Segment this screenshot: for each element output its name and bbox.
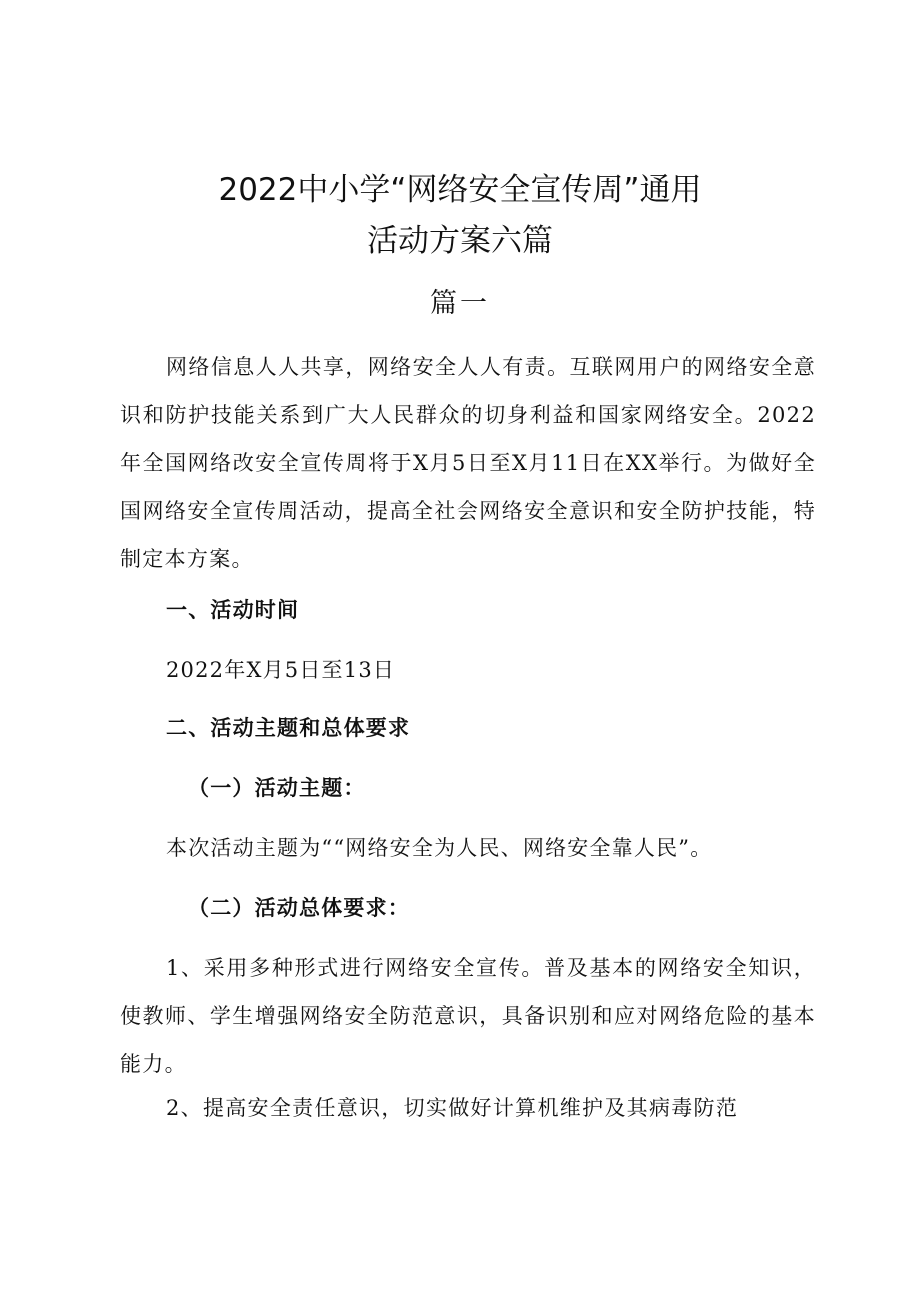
- intro-paragraph: 网络信息人人共享，网络安全人人有责。互联网用户的网络安全意识和防护技能关系到广大人民群众的切身利益和国家网络安全。2022年全国网络改安全宣传周将于X月5日至X月11日在XX举行。为做好全国网络安全宣传周活动，提高全社会网络安全意识和安全防护技能，特制定本方案。: [120, 355, 816, 571]
- subheading-overall-requirements: （二）活动总体要求：: [188, 895, 410, 920]
- requirement-item-2: 2、提高安全责任意识，切实做好计算机维护及其病毒防范: [166, 1096, 739, 1120]
- document-title-line1: 2022中小学“网络安全宣传周”通用: [218, 172, 702, 208]
- requirement-item-1: 1、采用多种形式进行网络安全宣传。普及基本的网络安全知识，使教师、学生增强网络安全防范意识，具备识别和应对网络危险的基本能力。: [120, 956, 816, 1076]
- activity-date: 2022年X月5日至13日: [166, 658, 396, 682]
- heading-theme-requirements: 二、活动主题和总体要求: [166, 715, 411, 740]
- theme-text: 本次活动主题为““网络安全为人民、网络安全靠人民”。: [166, 836, 713, 860]
- section-title: 篇一: [430, 288, 490, 319]
- document-title-line2: 活动方案六篇: [367, 223, 553, 259]
- heading-activity-time: 一、活动时间: [166, 597, 300, 622]
- subheading-activity-theme: （一）活动主题：: [188, 775, 366, 800]
